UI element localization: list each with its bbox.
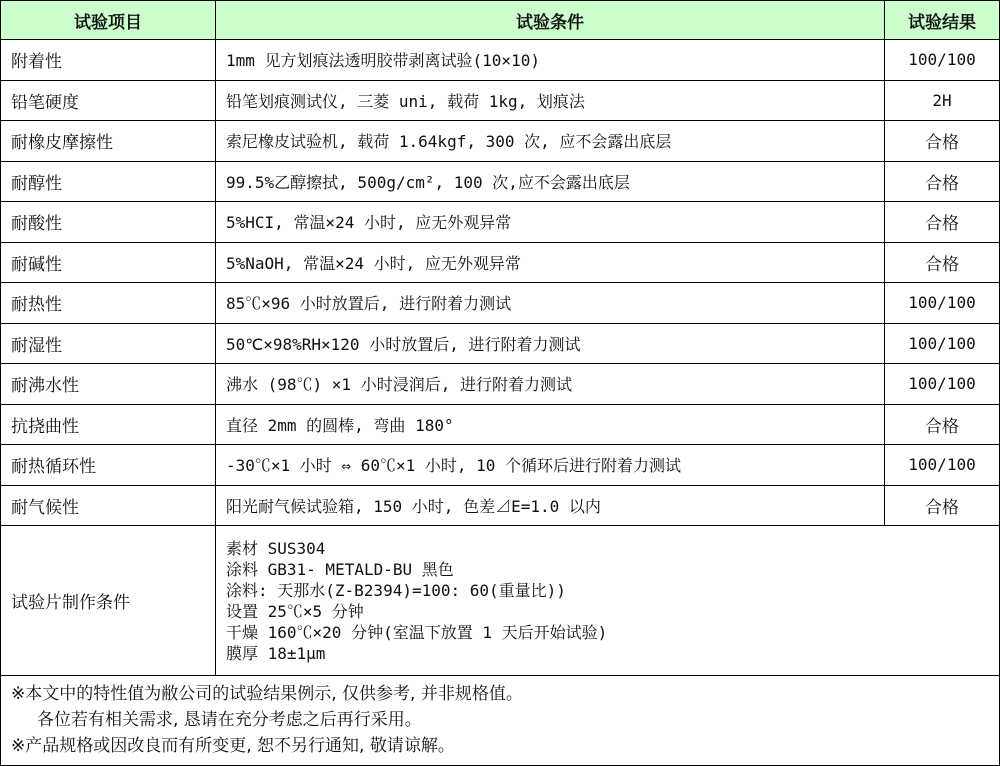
row-condition: 50℃×98%RH×120 小时放置后, 进行附着力测试 <box>216 324 885 365</box>
row-result: 100/100 <box>885 364 999 405</box>
specimen-line: 涂料: 天那水(Z-B2394)=100: 60(重量比)) <box>226 580 566 600</box>
specimen-conditions <box>216 526 999 676</box>
row-result: 100/100 <box>885 283 999 324</box>
specimen-line: 涂料 GB31- METALD-BU 黑色 <box>226 559 454 579</box>
row-result: 100/100 <box>885 324 999 365</box>
row-result: 100/100 <box>885 40 999 81</box>
row-condition: 沸水 (98℃) ×1 小时浸润后, 进行附着力测试 <box>216 364 885 405</box>
row-result: 100/100 <box>885 445 999 486</box>
row-condition: 直径 2mm 的圆棒, 弯曲 180° <box>216 405 885 446</box>
row-item: 耐醇性 <box>1 162 216 203</box>
row-condition: 铅笔划痕测试仪, 三菱 uni, 载荷 1kg, 划痕法 <box>216 81 885 122</box>
header-result: 试验结果 <box>885 1 999 40</box>
row-condition: -30℃×1 小时 ⇔ 60℃×1 小时, 10 个循环后进行附着力测试 <box>216 445 885 486</box>
notes-section <box>1 676 999 764</box>
row-item: 附着性 <box>1 40 216 81</box>
row-item: 耐热循环性 <box>1 445 216 486</box>
row-item: 耐湿性 <box>1 324 216 365</box>
row-condition: 99.5%乙醇擦拭, 500g/cm², 100 次,应不会露出底层 <box>216 162 885 203</box>
row-result: 合格 <box>885 405 999 446</box>
row-result: 合格 <box>885 486 999 527</box>
specimen-line: 干燥 160℃×20 分钟(室温下放置 1 天后开始试验) <box>226 622 608 642</box>
specimen-item: 试验片制作条件 <box>1 526 216 676</box>
row-condition: 1mm 见方划痕法透明胶带剥离试验(10×10) <box>216 40 885 81</box>
row-condition: 5%NaOH, 常温×24 小时, 应无外观异常 <box>216 243 885 284</box>
row-result: 合格 <box>885 202 999 243</box>
row-condition: 索尼橡皮试验机, 载荷 1.64kgf, 300 次, 应不会露出底层 <box>216 121 885 162</box>
row-item: 耐气候性 <box>1 486 216 527</box>
row-condition: 85℃×96 小时放置后, 进行附着力测试 <box>216 283 885 324</box>
row-result: 2H <box>885 81 999 122</box>
row-item: 耐碱性 <box>1 243 216 284</box>
row-condition: 5%HCI, 常温×24 小时, 应无外观异常 <box>216 202 885 243</box>
row-item: 抗挠曲性 <box>1 405 216 446</box>
row-item: 耐沸水性 <box>1 364 216 405</box>
specimen-line: 设置 25℃×5 分钟 <box>226 601 364 621</box>
row-result: 合格 <box>885 162 999 203</box>
row-result: 合格 <box>885 243 999 284</box>
row-item: 耐热性 <box>1 283 216 324</box>
note-line: ※产品规格或因改良而有所变更, 恕不另行通知, 敬请谅解。 <box>11 736 455 756</box>
row-item: 耐橡皮摩擦性 <box>1 121 216 162</box>
row-result: 合格 <box>885 121 999 162</box>
note-line: 各位若有相关需求, 恳请在充分考虑之后再行采用。 <box>37 710 422 730</box>
row-item: 铅笔硬度 <box>1 81 216 122</box>
note-line: ※本文中的特性值为敝公司的试验结果例示, 仅供参考, 并非规格值。 <box>11 684 523 704</box>
specimen-line: 素材 SUS304 <box>226 538 326 558</box>
header-condition: 试验条件 <box>216 1 885 40</box>
row-item: 耐酸性 <box>1 202 216 243</box>
header-item: 试验项目 <box>1 1 216 40</box>
specimen-line: 膜厚 18±1μm <box>226 643 326 663</box>
row-condition: 阳光耐气候试验箱, 150 小时, 色差⊿E=1.0 以内 <box>216 486 885 527</box>
